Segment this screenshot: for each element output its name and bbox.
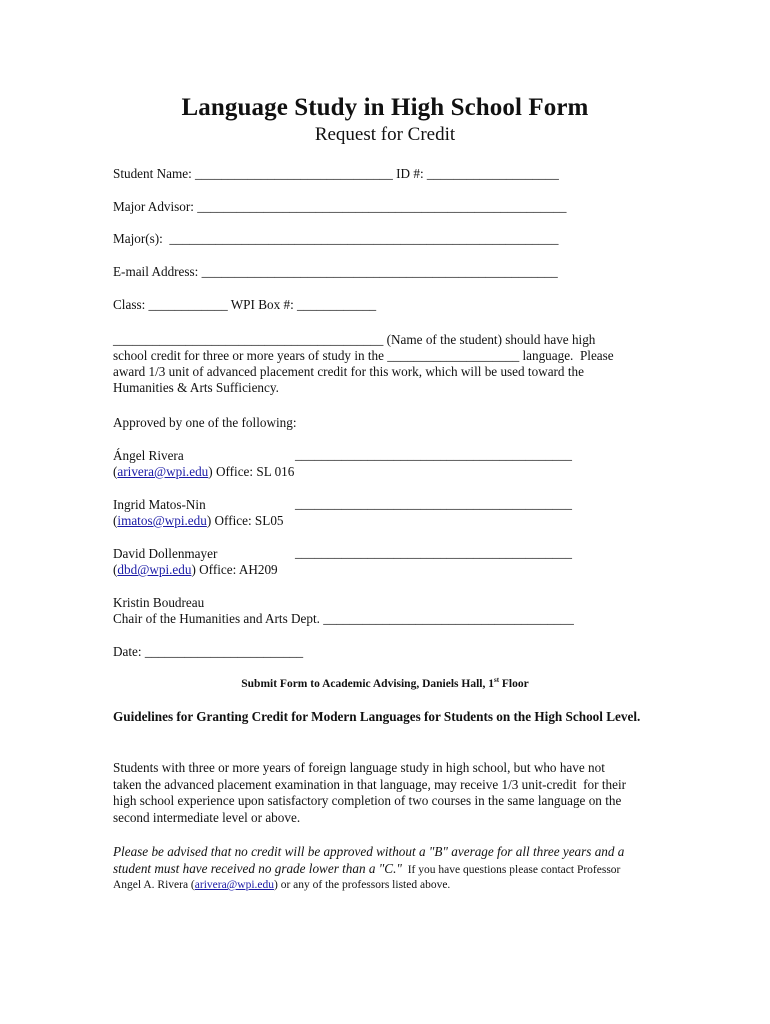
approver-email-link[interactable]: arivera@wpi.edu: [117, 464, 209, 479]
approver-signature-line[interactable]: __________________________________________: [295, 496, 572, 511]
student-name-id-field[interactable]: Student Name: ______________________________ ID #: ____________________: [113, 166, 559, 181]
approver-contact: (arivera@wpi.edu) Office: SL 016: [113, 464, 295, 479]
approver-name: David Dollenmayer: [113, 546, 218, 561]
approved-heading: Approved by one of the following:: [113, 415, 297, 430]
email-field[interactable]: E-mail Address: ______________________________________________________: [113, 264, 558, 279]
date-field[interactable]: Date: ________________________: [113, 644, 304, 659]
page-subtitle: Request for Credit: [314, 124, 456, 145]
grade-requirement-note: Please be advised that no credit will be approved without a "B" average for all three years and a: [113, 844, 625, 859]
contact-email-link[interactable]: arivera@wpi.edu: [194, 879, 275, 891]
major-advisor-field[interactable]: Major Advisor: ________________________________________________________: [113, 199, 567, 214]
approver-contact: (dbd@wpi.edu) Office: AH209: [113, 562, 278, 577]
guidelines-paragraph-line: high school experience upon satisfactory completion of two courses in the same language on the: [113, 793, 622, 808]
submit-instructions: Submit Form to Academic Advising, Daniels Hall, 1st Floor: [241, 676, 529, 690]
approver-signature-line[interactable]: __________________________________________: [295, 447, 572, 462]
chair-name: Kristin Boudreau: [113, 595, 205, 610]
approver-signature-line[interactable]: __________________________________________: [295, 545, 572, 560]
page-title: Language Study in High School Form: [181, 94, 589, 121]
approver-contact: (imatos@wpi.edu) Office: SL05: [113, 513, 284, 528]
chair-signature-line[interactable]: Chair of the Humanities and Arts Dept. ______________________________________: [113, 611, 574, 626]
guidelines-paragraph-line: Students with three or more years of foreign language study in high school, but who have not: [113, 760, 605, 775]
class-wpi-box-field[interactable]: Class: ____________ WPI Box #: ____________: [113, 297, 377, 312]
statement-line-2[interactable]: school credit for three or more years of study in the ____________________ language. Please: [113, 348, 614, 363]
approver-email-link[interactable]: dbd@wpi.edu: [117, 562, 192, 577]
guidelines-paragraph-line: second intermediate level or above.: [113, 810, 301, 825]
contact-line: Angel A. Rivera (arivera@wpi.edu) or any of the professors listed above.: [113, 879, 451, 891]
statement-line-4: Humanities & Arts Sufficiency.: [113, 380, 279, 395]
statement-line-1[interactable]: _________________________________________ (Name of the student) should have high: [113, 332, 596, 347]
majors-field[interactable]: Major(s): ___________________________________________________________: [113, 231, 559, 246]
approver-name: Ingrid Matos-Nin: [113, 497, 206, 512]
guidelines-paragraph-line: taken the advanced placement examination in that language, may receive 1/3 unit-credit for their: [113, 777, 626, 792]
approver-email-link[interactable]: imatos@wpi.edu: [117, 513, 207, 528]
statement-line-3: award 1/3 unit of advanced placement credit for this work, which will be used toward the: [113, 364, 584, 379]
approver-name: Ángel Rivera: [113, 448, 184, 463]
guidelines-heading: Guidelines for Granting Credit for Modern Languages for Students on the High School Level.: [113, 709, 641, 724]
grade-requirement-contact: student must have received no grade lower than a "C." If you have questions please contact Professor: [113, 861, 621, 876]
